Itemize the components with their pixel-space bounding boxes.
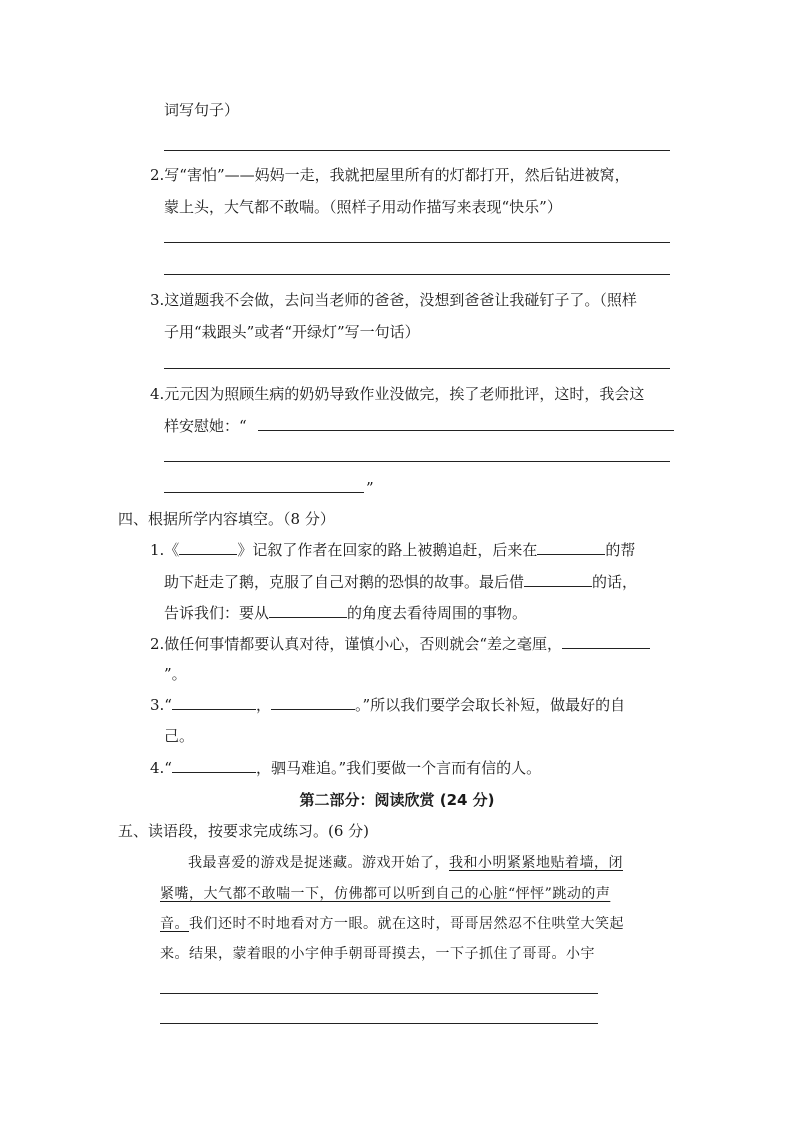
answer-line[interactable]: [164, 274, 670, 275]
q2-prompt-line1: 2.写“害怕”——妈妈一走，我就把屋里所有的灯都打开，然后钻进被窝，: [150, 166, 630, 184]
s4-q3-text-a: 3.“: [150, 696, 172, 714]
answer-line[interactable]: [164, 492, 364, 493]
fill-blank[interactable]: [524, 572, 592, 587]
q2-prompt-line2: 蒙上头，大气都不敢喘。（照样子用动作描写来表现“快乐”）: [164, 198, 562, 216]
answer-line[interactable]: [164, 368, 670, 369]
answer-line[interactable]: [160, 1023, 598, 1024]
s4-q3-line2: 己。: [164, 727, 195, 745]
fill-blank[interactable]: [172, 695, 256, 710]
answer-line[interactable]: [164, 461, 670, 462]
s4-q4-line1: [150, 758, 541, 778]
passage-line1: [188, 853, 623, 873]
s4-q1-text-l2b: 的话，: [592, 573, 638, 591]
fill-blank[interactable]: [562, 634, 650, 649]
s4-q1-text-l2a: 助下赶走了鹅，克服了自己对鹅的恐惧的故事。最后借: [164, 573, 525, 591]
q4-prompt-line1: 4.元元因为照顾生病的奶奶导致作业没做完，挨了老师批评，这时，我会这: [150, 385, 645, 403]
passage-line2: 紧嘴，大气都不敢喘一下，仿佛都可以听到自己的心脏“怦怦”跳动的声: [160, 886, 611, 902]
answer-line[interactable]: [258, 430, 674, 431]
s4-q3-line1: [150, 695, 625, 715]
s4-q1-line3: [164, 603, 527, 623]
s4-q4-text-b: ，驷马难追。”我们要做一个言而有信的人。: [255, 759, 542, 777]
q4-prompt-line2: 样安慰她：“: [164, 417, 247, 435]
s4-q1-text-c: 的帮: [605, 541, 636, 559]
s4-q2-text: 2.做任何事情都要认真对待，谨慎小心，否则就会“差之毫厘，: [150, 635, 562, 653]
answer-line[interactable]: [164, 242, 670, 243]
s4-q4-text-a: 4.“: [150, 759, 172, 777]
s4-q2-line2: ”。: [164, 665, 187, 683]
s4-q1-text-a: 1.《: [150, 541, 180, 559]
s4-q1-line1: [150, 540, 635, 560]
section4-heading: 四、根据所学内容填空。（8 分）: [118, 510, 335, 528]
passage-underlined-text: 我和小明紧紧地贴着墙，闭: [449, 855, 623, 871]
passage-text: 我们还时不时地看对方一眼。就在这时，哥哥居然忍不住哄堂大笑起: [189, 916, 624, 932]
s4-q1-text-l3b: 的角度去看待周围的事物。: [347, 604, 528, 622]
q4-close-quote: ”: [366, 479, 374, 497]
s4-q1-line2: [164, 572, 637, 592]
fill-blank[interactable]: [537, 540, 605, 555]
q3-prompt-line2: 子用“栽跟头”或者“开绿灯”写一句话）: [164, 323, 420, 341]
s4-q3-text-c: 。”所以我们要学会取长补短，做最好的自: [355, 696, 626, 714]
s4-q1-text-b: 》记叙了作者在回家的路上被鹅追赶，后来在: [237, 541, 538, 559]
passage-line4: 来。结果，蒙着眼的小宇伸手朝哥哥摸去，一下子抓住了哥哥。小宇: [160, 946, 595, 962]
s4-q3-text-b: ，: [255, 696, 271, 714]
q1-tail-text: 词写句子）: [164, 101, 240, 119]
fill-blank[interactable]: [269, 603, 347, 618]
q3-prompt-line1: 3.这道题我不会做，去问当老师的爸爸，没想到爸爸让我碰钉子了。（照样: [150, 291, 637, 309]
passage-text: 我最喜爱的游戏是捉迷藏。游戏开始了，: [188, 855, 449, 871]
section5-heading: 五、读语段，按要求完成练习。(6 分): [118, 822, 370, 840]
fill-blank[interactable]: [172, 758, 256, 773]
s4-q2-line1: [150, 634, 650, 654]
passage-underlined-text: 音。: [160, 916, 189, 932]
fill-blank[interactable]: [271, 695, 355, 710]
answer-line[interactable]: [164, 150, 670, 151]
answer-line[interactable]: [160, 993, 598, 994]
fill-blank[interactable]: [179, 540, 237, 555]
part2-heading: 第二部分：阅读欣赏 (24 分): [299, 791, 495, 809]
passage-line3: [160, 914, 624, 934]
s4-q1-text-l3a: 告诉我们：要从: [164, 604, 270, 622]
